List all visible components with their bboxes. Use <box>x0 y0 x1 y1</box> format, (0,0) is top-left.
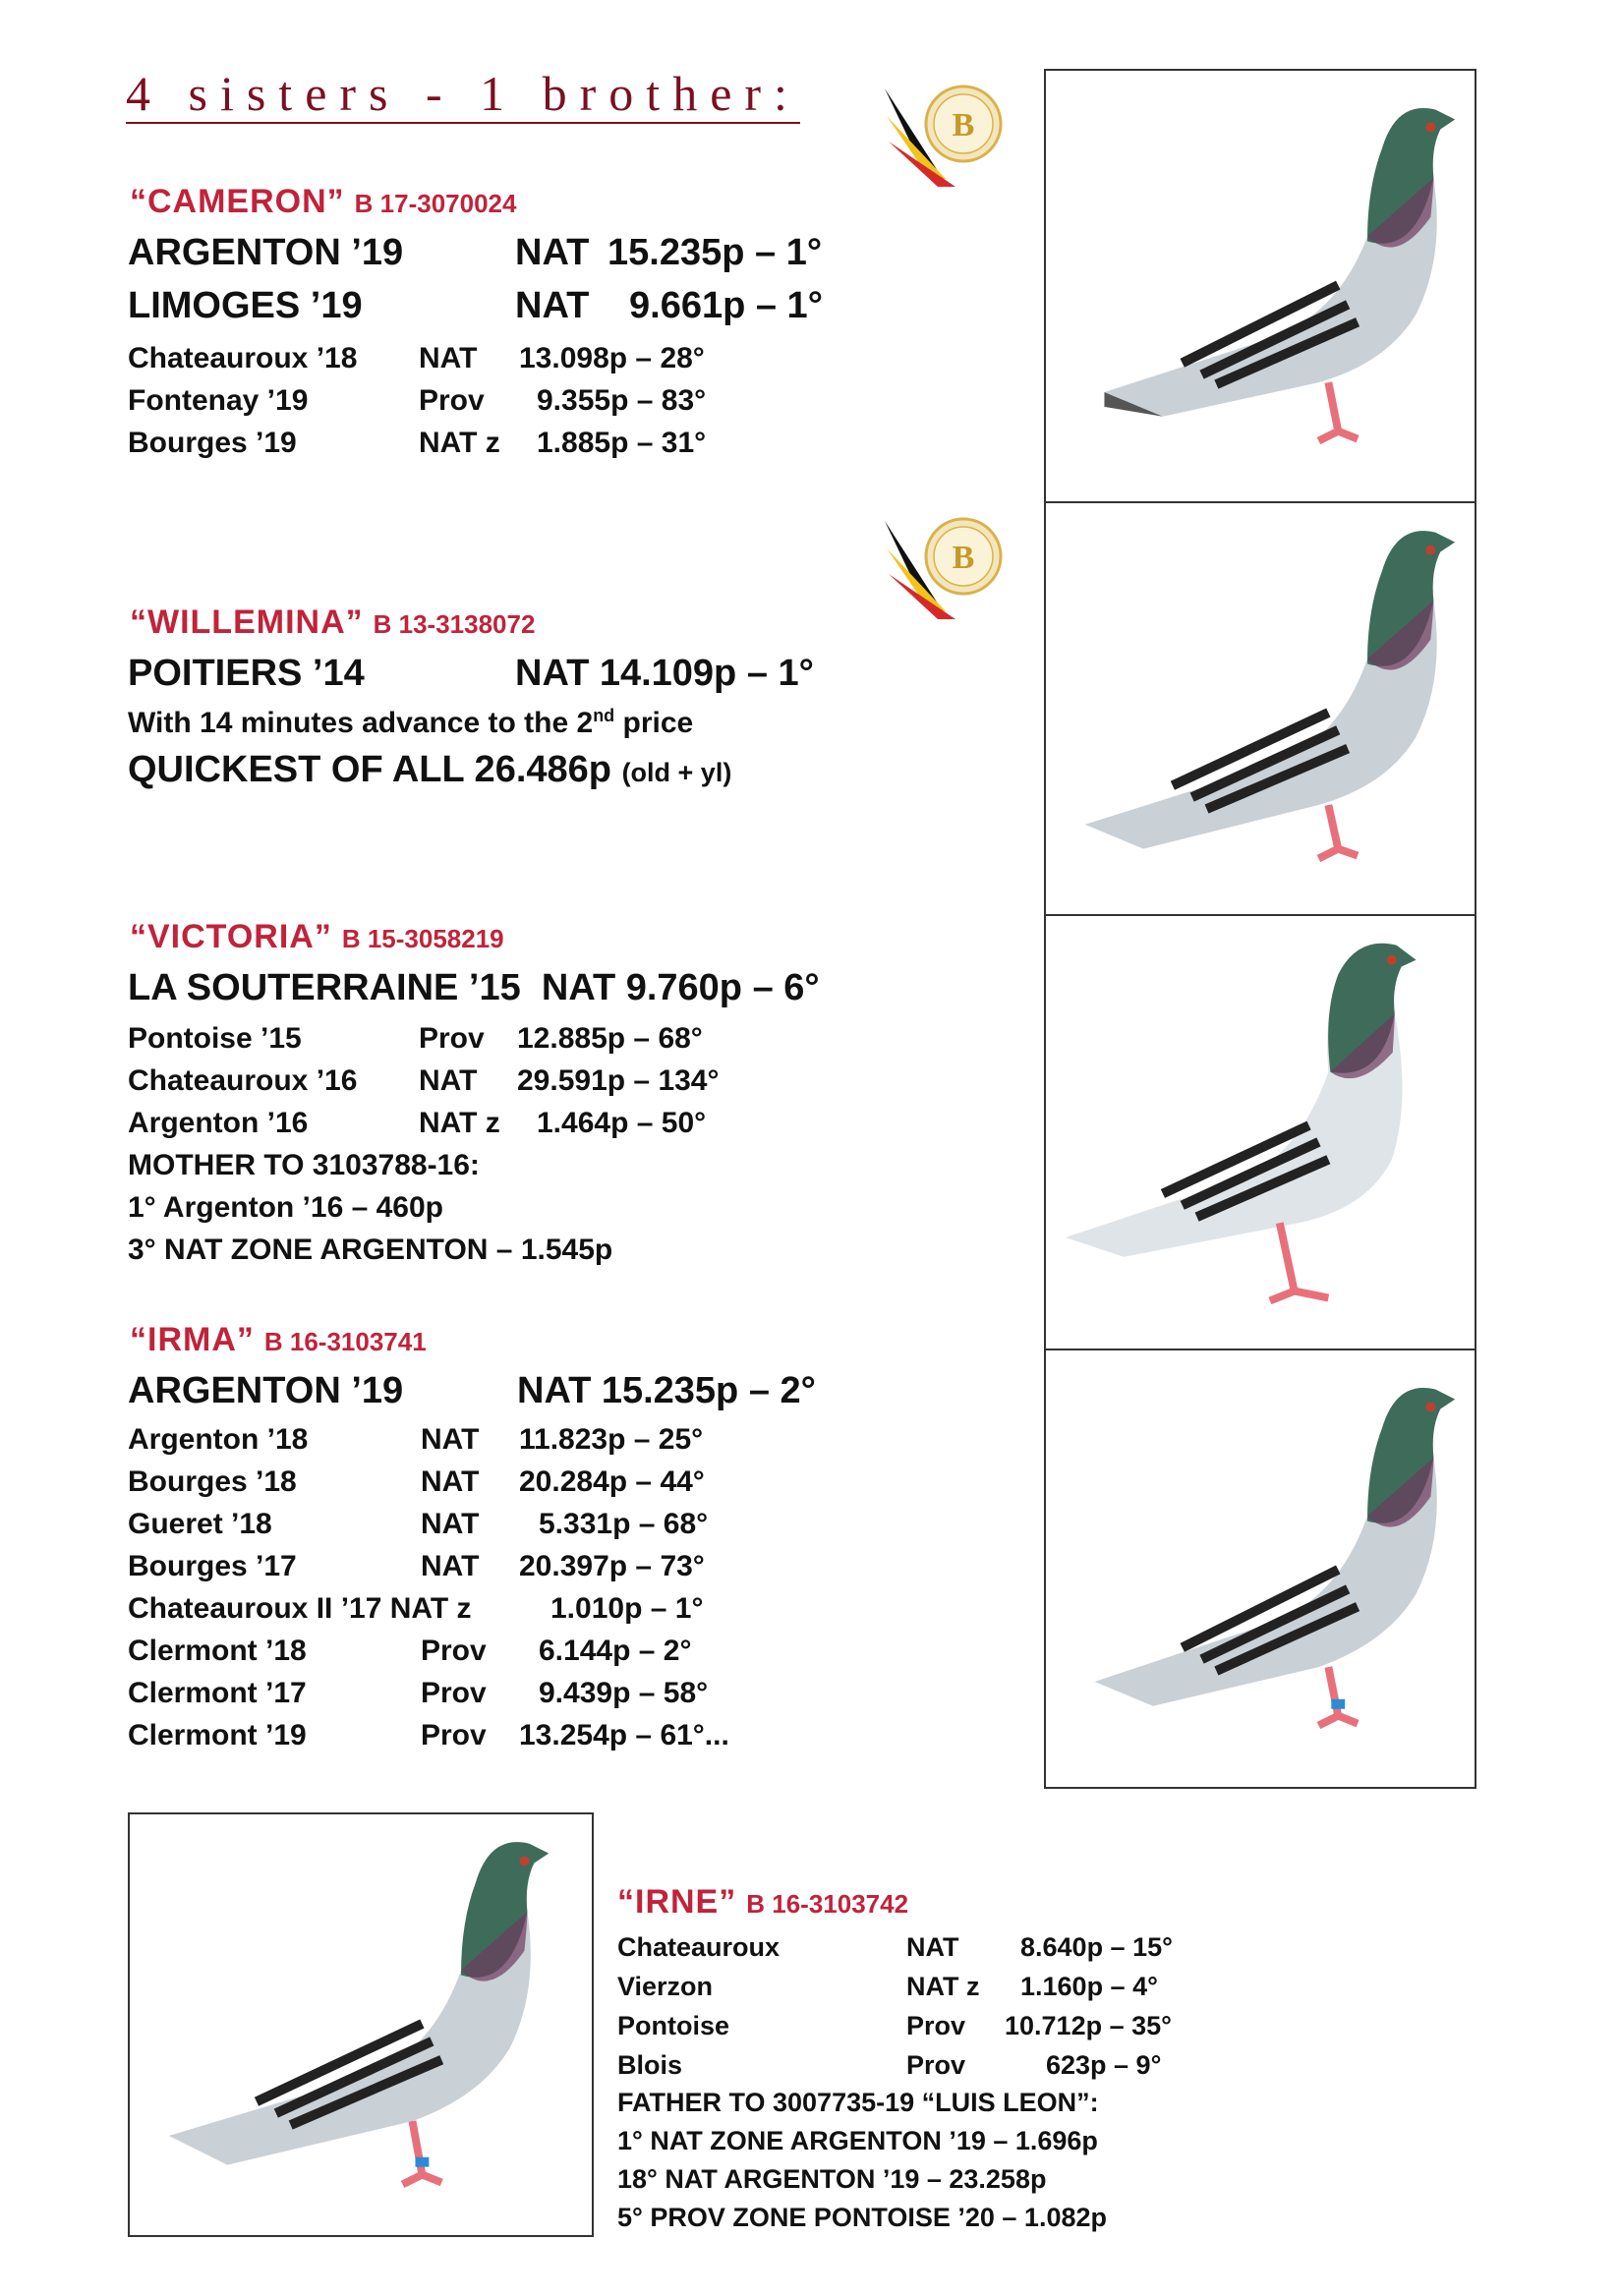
irne-name <box>617 1883 908 1922</box>
race-name: Pontoise <box>617 2011 730 2040</box>
victoria-ring-number: B 15-3058219 <box>341 924 504 953</box>
irma-result-row <box>128 1677 914 1712</box>
cameron-result-row <box>128 285 914 330</box>
race-name: ARGENTON ’19 <box>128 1370 404 1411</box>
race-name: Clermont ’17 <box>128 1677 307 1709</box>
race-name: Bourges ’19 <box>128 427 297 459</box>
race-result: 9.439p – 58° <box>539 1677 709 1709</box>
race-name: ARGENTON ’19 <box>128 232 404 273</box>
race-result: 9.355p – 83° <box>537 384 707 417</box>
irma-result-row <box>128 1423 914 1459</box>
irne-title: “IRNE” <box>617 1883 737 1921</box>
pigeon-photo-willemina <box>1044 501 1476 916</box>
race-name: Chateauroux ’16 <box>128 1064 358 1097</box>
willemina-ring-number: B 13-3138072 <box>373 609 536 639</box>
race-name: Clermont ’18 <box>128 1635 307 1667</box>
race-name: Chateauroux ’18 <box>128 342 358 374</box>
pigeon-photo-icon <box>1046 71 1475 501</box>
race-result: 623p – 9° <box>1046 2050 1162 2080</box>
race-name: Argenton ’16 <box>128 1107 309 1139</box>
irma-result-row <box>128 1465 914 1501</box>
svg-text:B: B <box>952 107 975 144</box>
pigeon-photo-irma <box>1044 1349 1476 1789</box>
race-result: 1.160p – 4° <box>1020 1972 1158 2001</box>
race-category: Prov <box>421 1635 487 1667</box>
victoria-note: MOTHER TO 3103788-16: <box>128 1149 480 1181</box>
belgian-b-logo-icon <box>877 81 1003 189</box>
race-category: NAT <box>515 232 590 273</box>
race-result: 20.284p – 44° <box>519 1465 705 1498</box>
race-name: Vierzon <box>617 1972 714 2001</box>
irne-result-row <box>617 1972 1345 2005</box>
irma-name <box>130 1321 427 1359</box>
race-name: Pontoise ’15 <box>128 1022 302 1055</box>
race-category: Prov <box>421 1677 487 1709</box>
irma-result-row <box>128 1550 914 1585</box>
race-result: 1.885p – 31° <box>537 427 707 459</box>
race-category: Prov <box>419 1022 485 1055</box>
irne-result-row <box>617 2011 1345 2044</box>
willemina-result-row <box>128 653 914 698</box>
race-result: NAT 14.109p – 1° <box>515 653 814 694</box>
cameron-title: “CAMERON” <box>130 183 345 220</box>
pigeon-photo-irne <box>128 1812 594 2237</box>
victoria-note: 3° NAT ZONE ARGENTON – 1.545p <box>128 1234 613 1266</box>
race-category: NAT <box>421 1550 480 1582</box>
cameron-name <box>130 183 516 221</box>
pigeon-photo-icon <box>1046 916 1475 1349</box>
race-result: 1.464p – 50° <box>537 1107 707 1139</box>
race-result: 12.885p – 68° <box>517 1022 703 1055</box>
race-name: Bourges ’18 <box>128 1465 297 1498</box>
belgian-b-logo-icon <box>877 513 1003 621</box>
victoria-result-row <box>128 1064 914 1100</box>
race-result: 20.397p – 73° <box>519 1550 705 1582</box>
race-name: Chateauroux <box>617 1932 781 1962</box>
race-name: POITIERS ’14 <box>128 653 365 694</box>
race-result: 6.144p – 2° <box>539 1635 692 1667</box>
race-result: 29.591p – 134° <box>517 1064 720 1097</box>
race-category: NAT <box>421 1465 480 1498</box>
race-name: Bourges ’17 <box>128 1550 297 1582</box>
race-name: Argenton ’18 <box>128 1423 309 1456</box>
victoria-headline: LA SOUTERRAINE ’15 NAT 9.760p – 6° <box>128 967 820 1008</box>
quickest-note: (old + yl) <box>621 758 732 787</box>
willemina-quickest-line <box>128 749 731 791</box>
irma-headline-row <box>128 1370 914 1415</box>
race-result: 9.661p – 1° <box>629 285 823 326</box>
irne-note: 5° PROV ZONE PONTOISE ’20 – 1.082p <box>617 2203 1107 2232</box>
irne-note: 18° NAT ARGENTON ’19 – 23.258p <box>617 2164 1047 2194</box>
irma-ring-number: B 16-3103741 <box>263 1327 427 1356</box>
race-name: Chateauroux II ’17 NAT z <box>128 1592 472 1625</box>
race-category: NAT z <box>419 1107 500 1139</box>
page-title: 4 sisters - 1 brother: <box>126 65 800 124</box>
race-category: Prov <box>906 2050 966 2080</box>
race-category: NAT z <box>906 1972 980 2001</box>
pigeon-photo-cameron <box>1044 69 1476 503</box>
quickest-text: QUICKEST OF ALL 26.486p <box>128 749 611 790</box>
willemina-advance-note: With 14 minutes advance to the 2nd price <box>128 706 694 739</box>
race-name: Fontenay ’19 <box>128 384 309 417</box>
race-result: 8.640p – 15° <box>1020 1932 1173 1962</box>
race-category: Prov <box>419 384 485 417</box>
irma-result-row <box>128 1719 914 1754</box>
race-category: NAT <box>421 1508 480 1540</box>
victoria-name <box>130 918 504 956</box>
victoria-result-row <box>128 1107 914 1142</box>
victoria-note: 1° Argenton ’16 – 460p <box>128 1191 443 1224</box>
irma-title: “IRMA” <box>130 1321 255 1358</box>
race-category: NAT <box>421 1423 480 1456</box>
race-category: Prov <box>421 1719 487 1751</box>
race-result: 15.235p – 1° <box>608 232 823 273</box>
irne-result-row <box>617 2050 1345 2084</box>
victoria-title: “VICTORIA” <box>130 918 332 955</box>
irne-result-row <box>617 1932 1345 1966</box>
race-name: LIMOGES ’19 <box>128 285 363 326</box>
willemina-name <box>130 603 535 642</box>
race-category: NAT z <box>419 427 500 459</box>
cameron-result-row <box>128 384 914 420</box>
race-result: 5.331p – 68° <box>539 1508 709 1540</box>
cameron-result-row <box>128 342 914 377</box>
race-category: Prov <box>906 2011 966 2040</box>
cameron-result-row <box>128 232 914 277</box>
willemina-title: “WILLEMINA” <box>130 603 364 641</box>
irne-note: FATHER TO 3007735-19 “LUIS LEON”: <box>617 2088 1099 2117</box>
race-result: 10.712p – 35° <box>1005 2011 1172 2040</box>
irma-result-row <box>128 1508 914 1543</box>
race-name: Blois <box>617 2050 683 2080</box>
race-result: 1.010p – 1° <box>550 1592 704 1625</box>
race-result: 11.823p – 25° <box>519 1423 704 1456</box>
victoria-result-row <box>128 1022 914 1058</box>
irne-note: 1° NAT ZONE ARGENTON ’19 – 1.696p <box>617 2126 1098 2155</box>
race-name: Gueret ’18 <box>128 1508 272 1540</box>
race-category: NAT <box>419 1064 478 1097</box>
svg-text:B: B <box>952 540 975 576</box>
race-result: NAT 15.235p – 2° <box>517 1370 816 1411</box>
irma-result-row <box>128 1592 914 1628</box>
irne-ring-number: B 16-3103742 <box>746 1889 909 1919</box>
race-name: Clermont ’19 <box>128 1719 307 1751</box>
pigeon-photo-victoria <box>1044 914 1476 1350</box>
cameron-result-row <box>128 427 914 462</box>
race-category: NAT <box>515 285 590 326</box>
race-category: NAT <box>419 342 478 374</box>
pigeon-photo-icon <box>1046 503 1475 914</box>
irma-result-row <box>128 1635 914 1670</box>
pigeon-photo-icon <box>1046 1350 1475 1787</box>
race-result: 13.098p – 28° <box>519 342 705 374</box>
cameron-ring-number: B 17-3070024 <box>354 189 517 218</box>
race-category: NAT <box>906 1932 959 1962</box>
race-result: 13.254p – 61°... <box>519 1719 729 1751</box>
pigeon-photo-icon <box>130 1814 592 2235</box>
